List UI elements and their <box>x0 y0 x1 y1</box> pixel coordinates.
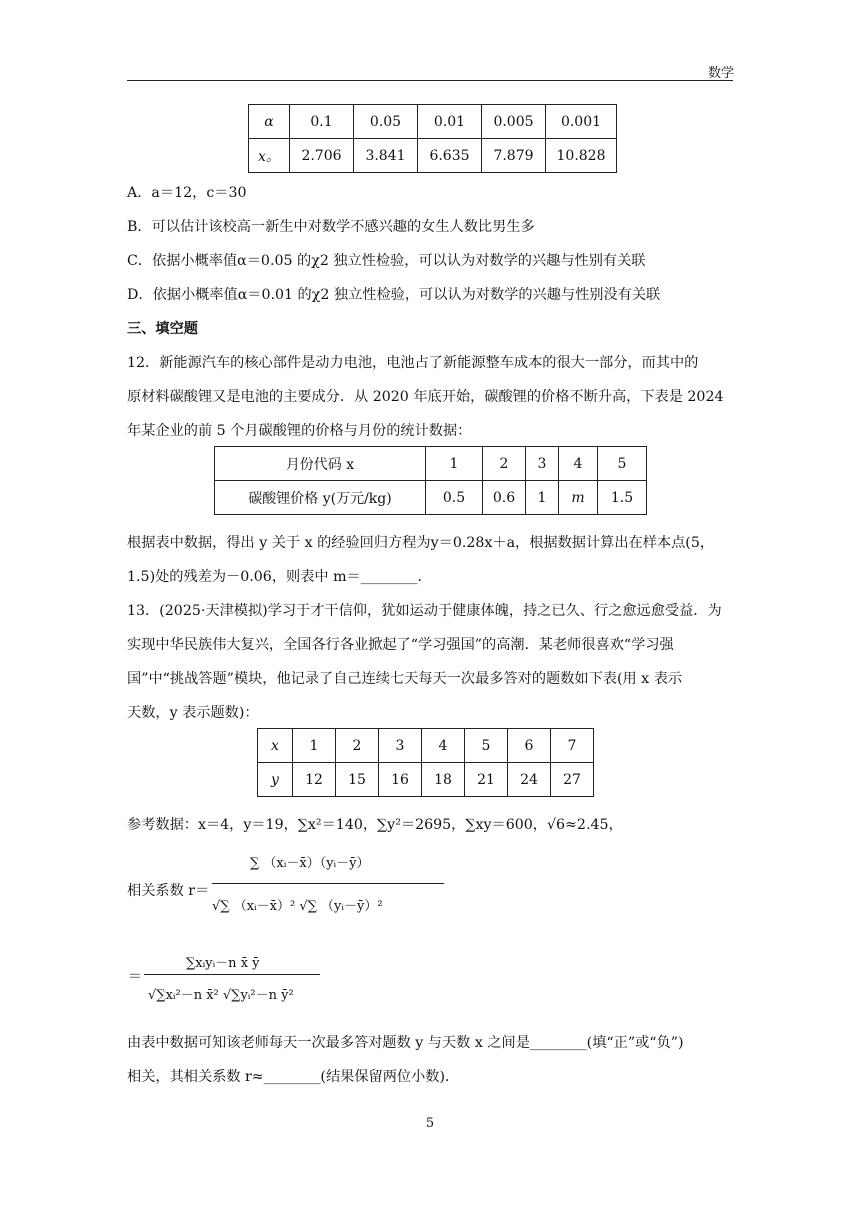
critical-value-table <box>248 104 617 173</box>
q13-conclusion-line2: 相关，其相关系数 r≈________(结果保留两位小数)． <box>127 1069 460 1085</box>
formula-numerator-alt: ∑xᵢyᵢ－n x̄ ȳ <box>186 956 260 971</box>
table-cell: 3 <box>379 729 422 763</box>
table-cell: 3.841 <box>354 139 418 173</box>
lithium-price-table <box>214 446 647 515</box>
reference-data: 参考数据：x＝4，y＝19，∑x²＝140，∑y²＝2695，∑xy＝600，√6≈2.45， <box>127 817 623 833</box>
table-cell: 21 <box>465 763 508 797</box>
q13-line3: 国”中“挑战答题”模块，他记录了自己连续七天每天一次最多答对的题数如下表(用 x 表示 <box>127 671 683 687</box>
q12-line3: 年某企业的前 5 个月碳酸锂的价格与月份的统计数据： <box>127 423 472 439</box>
table-cell: 1.5 <box>598 481 647 515</box>
formula-sigma-top: ∑ （xᵢ－x̄）（yᵢ－ȳ） <box>250 856 370 871</box>
table-cell: 15 <box>336 763 379 797</box>
table-cell: 2 <box>483 447 526 481</box>
q12-line4: 根据表中数据，得出 y 关于 x 的经验回归方程为y＝0.28x＋a，根据数据计算出在样本点(5， <box>127 535 715 551</box>
fraction-bar <box>144 974 320 975</box>
table-cell: x。 <box>249 139 290 173</box>
table-cell: 24 <box>508 763 551 797</box>
answer-count-table <box>257 728 594 797</box>
table-cell: 0.6 <box>483 481 526 515</box>
table-cell: α <box>249 105 290 139</box>
table-cell: 7.879 <box>482 139 546 173</box>
table-cell: x <box>258 729 293 763</box>
formula-denominator: √∑ （xᵢ－x̄）² √∑ （yᵢ－ȳ）² <box>212 899 383 914</box>
table-cell: 6 <box>508 729 551 763</box>
header-rule <box>127 80 733 81</box>
table-cell: 12 <box>293 763 336 797</box>
table-row <box>215 447 647 481</box>
section-title: 三、填空题 <box>127 321 198 337</box>
q12-line1: 12．新能源汽车的核心部件是动力电池，电池占了新能源整车成本的很大一部分，而其中的 <box>127 355 699 371</box>
table-cell: 0.005 <box>482 105 546 139</box>
table-row <box>258 729 594 763</box>
q13-line1: 13．(2025·天津模拟)学习于才干信仰，犹如运动于健康体魄，持之已久、行之愈远愈受益．为 <box>127 603 722 619</box>
table-cell: 0.5 <box>426 481 483 515</box>
table-row <box>215 481 647 515</box>
table-cell: 0.01 <box>418 105 482 139</box>
table-cell: 1 <box>426 447 483 481</box>
correlation-label: 相关系数 r＝ <box>127 883 210 899</box>
page-number: 5 <box>425 1116 435 1131</box>
table-cell: 16 <box>379 763 422 797</box>
table-cell: 7 <box>551 729 594 763</box>
table-cell: y <box>258 763 293 797</box>
table-cell: 6.635 <box>418 139 482 173</box>
q12-line5: 1.5)处的残差为－0.06，则表中 m＝________． <box>127 569 432 585</box>
table-cell: 2 <box>336 729 379 763</box>
option-b: B．可以估计该校高一新生中对数学不感兴趣的女生人数比男生多 <box>127 219 535 235</box>
table-cell: 27 <box>551 763 594 797</box>
q13-conclusion-line1: 由表中数据可知该老师每天一次最多答对题数 y 与天数 x 之间是________(填“正”或“负”) <box>127 1035 684 1051</box>
table-row <box>258 763 594 797</box>
equals-sign: ＝ <box>128 969 142 985</box>
option-d: D．依据小概率值α＝0.01 的χ2 独立性检验，可以认为对数学的兴趣与性别没有关联 <box>127 287 661 303</box>
table-cell: 4 <box>559 447 598 481</box>
table-row <box>249 105 617 139</box>
q13-line2: 实现中华民族伟大复兴，全国各行各业掀起了“学习强国”的高潮．某老师很喜欢“学习强 <box>127 637 674 653</box>
table-cell: 0.1 <box>290 105 354 139</box>
option-a: A．a＝12，c＝30 <box>127 185 247 201</box>
table-cell: 18 <box>422 763 465 797</box>
header-subject: 数学 <box>707 66 734 81</box>
formula-denominator-alt: √∑xᵢ²－n x̄² √∑yᵢ²－n ȳ² <box>148 988 294 1003</box>
fraction-bar <box>212 883 444 884</box>
q13-line4: 天数，y 表示题数)： <box>127 705 259 721</box>
q12-line2: 原材料碳酸锂又是电池的主要成分．从 2020 年底开始，碳酸锂的价格不断升高，下表是 2024 <box>127 389 724 405</box>
table-cell: 10.828 <box>546 139 617 173</box>
table-cell: 4 <box>422 729 465 763</box>
table-cell: 3 <box>526 447 559 481</box>
option-c: C．依据小概率值α＝0.05 的χ2 独立性检验，可以认为对数学的兴趣与性别有关联 <box>127 253 646 269</box>
table-cell: 0.05 <box>354 105 418 139</box>
table-cell: 2.706 <box>290 139 354 173</box>
table-cell: 月份代码 x <box>215 447 426 481</box>
table-cell: 1 <box>293 729 336 763</box>
table-cell: 1 <box>526 481 559 515</box>
table-cell: m <box>559 481 598 515</box>
table-cell: 碳酸锂价格 y(万元/kg) <box>215 481 426 515</box>
table-cell: 5 <box>465 729 508 763</box>
table-cell: 5 <box>598 447 647 481</box>
table-row <box>249 139 617 173</box>
table-cell: 0.001 <box>546 105 617 139</box>
